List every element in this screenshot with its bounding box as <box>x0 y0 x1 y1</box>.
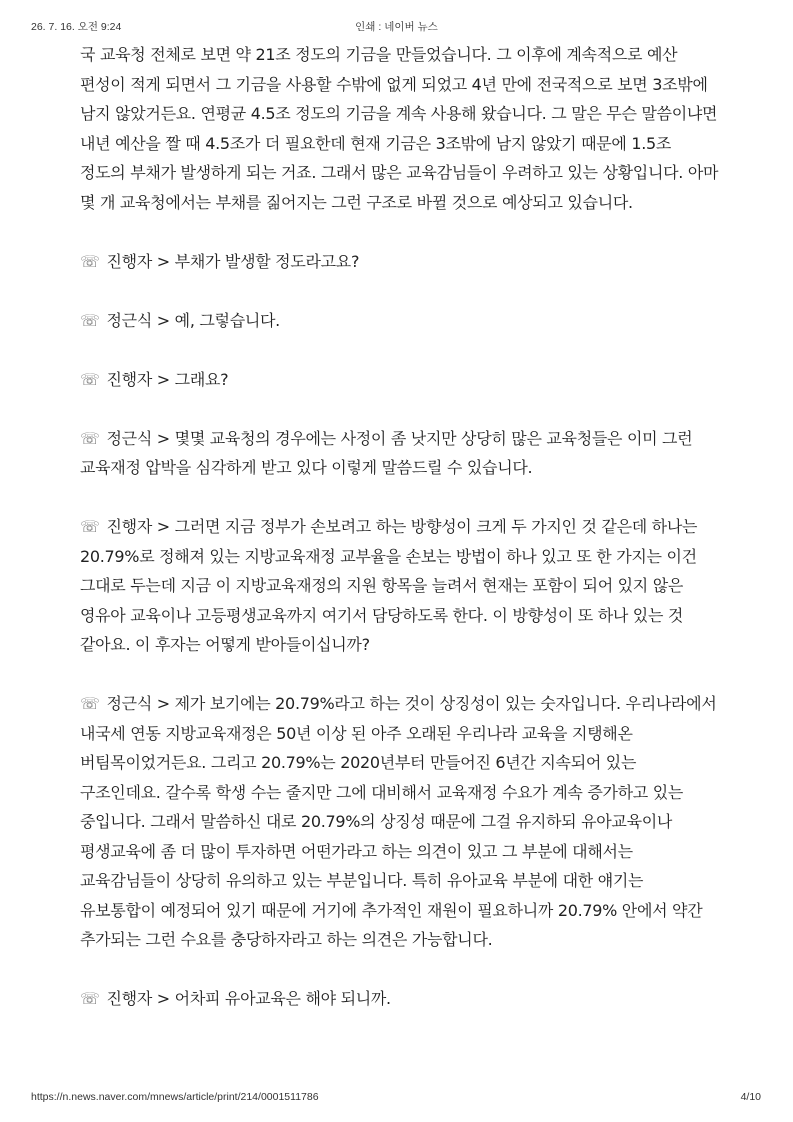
speaker-name: 정근식 <box>106 310 152 330</box>
print-datetime: 26. 7. 16. 오전 9:24 <box>31 21 122 33</box>
dialogue-text: 제가 보기에는 20.79%라고 하는 것이 상징성이 있는 숫자입니다. 우리나라에서 내국세 연동 지방교육재정은 50년 이상 된 아주 오래된 우리나라 교육을 지탱해온 버팀목이었거든요. 그리고 20.79%는 2020년부터 만들어진 6년간 지속되어 있는 구조인데요. 갈수록 학생 수는 줄지만 그에 대비해서 교육재정 수요가 계속 증가하고 있는 중입니다. 그래서 말씀하신 대로 20.79%의 상징성 때문에 그걸 유지하되 유아교육이나 평생교육에 좀 더 많이 투자하면 어떤가라고 하는 의견이 있고 그 부분에 대해서는 교육감님들이 상당히 유의하고 있는 부분입니다. 특히 유아교육 부분에 대한 얘기는 유보통합이 예정되어 있기 때문에 거기에 추가적인 재원이 필요하니까 20.79% 안에서 약간 추가되는 그런 수요를 충당하자라고 하는 의견은 가능합니다. <box>80 694 717 949</box>
telephone-icon: ☏ <box>80 428 100 448</box>
telephone-icon: ☏ <box>80 694 100 713</box>
paragraph: 국 교육청 전체로 보면 약 21조 정도의 기금을 만들었습니다. 그 이후에 계속적으로 예산 편성이 적게 되면서 그 기금을 사용할 수밖에 없게 되었고 4년 만에 전국적으로 보면 3조밖에 남지 않았거든요. 연평균 4.5조 정도의 기금을 계속 사용해 왔습니다. 그 말은 무슨 말씀이냐면 내년 예산을 짤 때 4.5조가 더 필요한데 현재 기금은 3조밖에 남지 않았기 때문에 1.5조 정도의 부채가 발생하게 되는 거죠. 그래서 많은 교육감님들이 우려하고 있는 상황입니다. 아마 몇 개 교육청에서는 부채를 짊어지는 그런 구조로 바뀔 것으로 예상되고 있습니다. <box>80 45 719 212</box>
dialogue-line: ☏ 진행자 > 그러면 지금 정부가 손보려고 하는 방향성이 크게 두 가지인 것 같은데 하나는 20.79%로 정해져 있는 지방교육재정 교부율을 손보는 방법이 하나 있고 또 한 가지는 이건 그대로 두는데 지금 이 지방교육재정의 지원 항목을 늘려서 현재는 포함이 되어 있지 않은 영유아 교육이나 고등평생교육까지 여기서 담당하도록 한다. 이 방향성이 또 하나 있는 것 같아요. 이 후자는 어떻게 받아들이십니까? <box>80 517 698 654</box>
speaker-name: 진행자 <box>106 251 152 271</box>
speaker-name: 정근식 <box>106 694 152 713</box>
telephone-icon: ☏ <box>80 251 100 271</box>
dialogue-line: ☏ 정근식 > 예, 그렇습니다. <box>80 310 280 330</box>
dialogue-text: 그래요? <box>174 369 229 389</box>
dialogue-line: ☏ 정근식 > 제가 보기에는 20.79%라고 하는 것이 상징성이 있는 숫자입니다. 우리나라에서 내국세 연동 지방교육재정은 50년 이상 된 아주 오래된 우리나라 교육을 지탱해온 버팀목이었거든요. 그리고 20.79%는 2020년부터 만들어진 6년간 지속되어 있는 구조인데요. 갈수록 학생 수는 줄지만 그에 대비해서 교육재정 수요가 계속 증가하고 있는 중입니다. 그래서 말씀하신 대로 20.79%의 상징성 때문에 그걸 유지하되 유아교육이나 평생교육에 좀 더 많이 투자하면 어떤가라고 하는 의견이 있고 그 부분에 대해서는 교육감님들이 상당히 유의하고 있는 부분입니다. 특히 유아교육 부분에 대한 얘기는 유보통합이 예정되어 있기 때문에 거기에 추가적인 재원이 필요하니까 20.79% 안에서 약간 추가되는 그런 수요를 충당하자라고 하는 의견은 가능합니다. <box>80 694 717 949</box>
print-page-title: 인쇄 : 네이버 뉴스 <box>355 21 438 33</box>
article-url: https://n.news.naver.com/mnews/article/print/214/0001511786 <box>31 1091 319 1103</box>
dialogue-text: 부채가 발생할 정도라고요? <box>174 251 360 271</box>
telephone-icon: ☏ <box>80 517 100 536</box>
dialogue-text: 예, 그렇습니다. <box>174 310 280 330</box>
page-number: 4/10 <box>740 1091 761 1103</box>
dialogue-line: ☏ 정근식 > 몇몇 교육청의 경우에는 사정이 좀 낫지만 상당히 많은 교육청들은 이미 그런 교육재정 압박을 심각하게 받고 있다 이렇게 말씀드릴 수 있습니다. <box>80 428 693 477</box>
telephone-icon: ☏ <box>80 369 100 389</box>
article-body <box>80 40 720 1043</box>
dialogue-line: ☏ 진행자 > 그래요? <box>80 369 229 389</box>
speaker-name: 진행자 <box>106 517 152 536</box>
dialogue-text: 몇몇 교육청의 경우에는 사정이 좀 낫지만 상당히 많은 교육청들은 이미 그런 교육재정 압박을 심각하게 받고 있다 이렇게 말씀드릴 수 있습니다. <box>80 428 693 477</box>
speaker-name: 진행자 <box>106 989 152 1008</box>
dialogue-line: ☏ 진행자 > 어차피 유아교육은 해야 되니까. <box>80 989 391 1008</box>
print-header <box>0 19 793 35</box>
dialogue-text: 어차피 유아교육은 해야 되니까. <box>174 989 391 1008</box>
dialogue-line: ☏ 진행자 > 부채가 발생할 정도라고요? <box>80 251 360 271</box>
speaker-name: 정근식 <box>106 428 152 448</box>
telephone-icon: ☏ <box>80 310 100 330</box>
speaker-name: 진행자 <box>106 369 152 389</box>
print-footer <box>0 1091 793 1107</box>
telephone-icon: ☏ <box>80 989 100 1008</box>
dialogue-text: 그러면 지금 정부가 손보려고 하는 방향성이 크게 두 가지인 것 같은데 하나는 20.79%로 정해져 있는 지방교육재정 교부율을 손보는 방법이 하나 있고 또 한 가지는 이건 그대로 두는데 지금 이 지방교육재정의 지원 항목을 늘려서 현재는 포함이 되어 있지 않은 영유아 교육이나 고등평생교육까지 여기서 담당하도록 한다. 이 방향성이 또 하나 있는 것 같아요. 이 후자는 어떻게 받아들이십니까? <box>80 517 698 654</box>
